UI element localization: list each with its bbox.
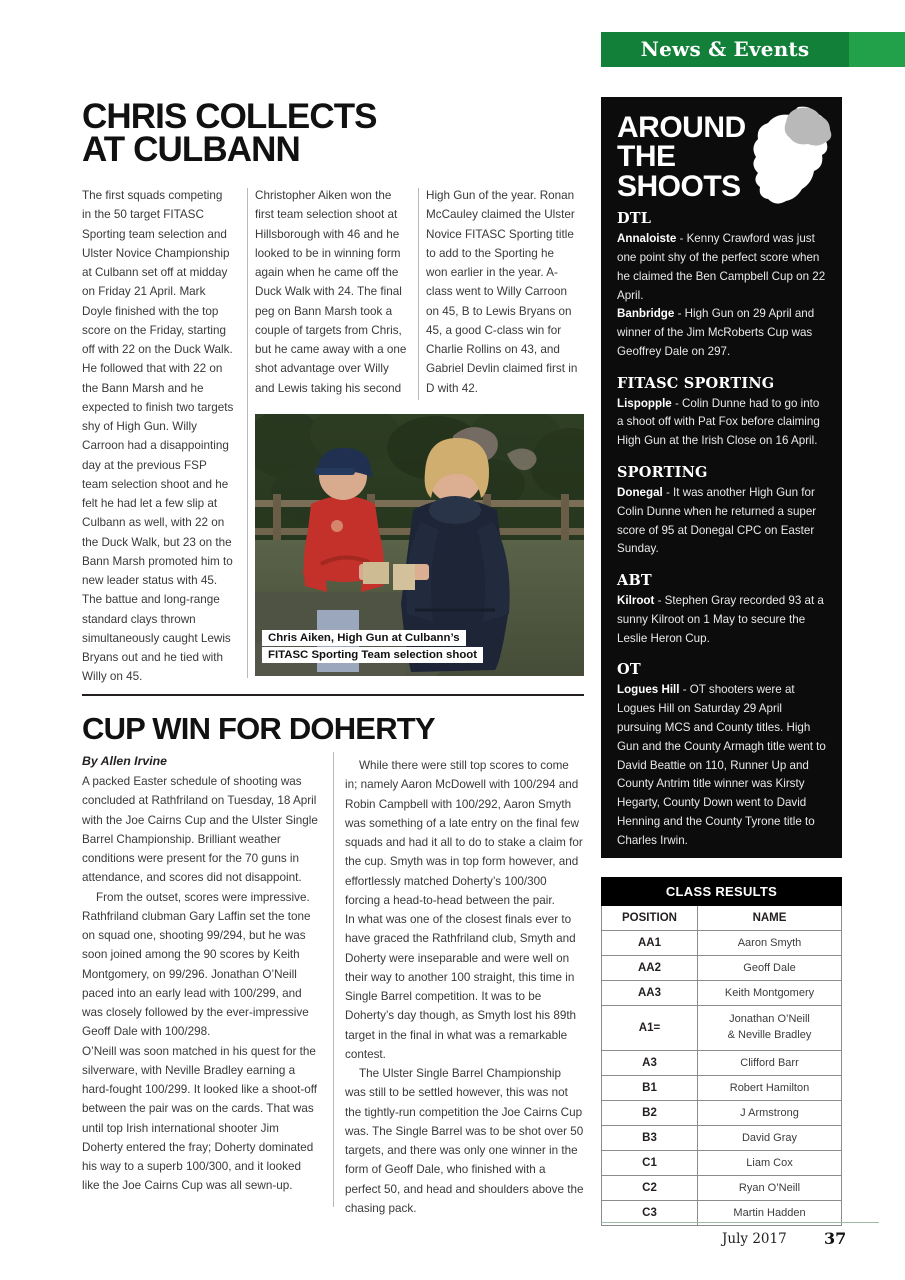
- shoot-entry-banbridge: [617, 305, 826, 361]
- footer-rule: [601, 1222, 879, 1223]
- footer-date: July 2017: [722, 1231, 787, 1247]
- article-two-column-2-paragraph-2: In what was one of the closest finals ever to have graced the Rathfriland club, Smyth and Doherty were inseparable and were well on their way to another 100 straight, this time in Single Barrel competition. It was to be Doherty’s day though, as Smyth lost his 89th target in the final in what was a remarkable contest.: [345, 913, 577, 1061]
- table-row: [602, 1050, 842, 1075]
- table-row: [602, 1075, 842, 1100]
- shoot-entry-text-banbridge: - High Gun on 29 April and winner of the Jim McRoberts Cup was Geoffrey Dale on 297.: [617, 307, 815, 358]
- shoot-entry-text-kilroot: - Stephen Gray recorded 93 at a sunny Kilroot on 1 May to secure the Leslie Heron Cup.: [617, 594, 824, 645]
- photo-caption: [262, 630, 483, 664]
- article-one-photo: [255, 414, 584, 676]
- article-one-column-2-text: Christopher Aiken won the first team selection shoot at Hillsborough with 46 and he looked to be in winning form again when he came off the Duck Walk with 24. The final peg on Bann Marsh took a couple of targets from Chris, but he came away with a one shot advantage over Willy and Lewis taking his second: [255, 189, 407, 395]
- table-row: [602, 931, 842, 956]
- shoot-entry-venue-banbridge: Banbridge: [617, 307, 675, 321]
- cell-position: C1: [602, 1150, 698, 1175]
- article-two-column-1-paragraph-2: From the outset, scores were impressive. Rathfriland clubman Gary Laffin set the tone on squad one, shooting 99/294, but he was soon joined among the 90 scores by Keith Montgomery, on 99/296. Jonathan O’Neill paced into an early lead with 100/299, and was closely followed by the ever-impressive Geoff Dale with 100/298.: [82, 890, 311, 1039]
- article-one-headline-line2: AT CULBANN: [82, 130, 300, 170]
- article-two-column-2: [345, 756, 584, 1218]
- cell-name: David Gray: [698, 1125, 842, 1150]
- shoot-category-heading-dtl: DTL: [617, 210, 652, 228]
- section-header-label: News & Events: [640, 37, 810, 61]
- around-the-shoots-sidebar: [601, 97, 842, 858]
- table-header-row: [602, 906, 842, 931]
- cell-name: Martin Hadden: [698, 1200, 842, 1225]
- article-one-column-3-text: High Gun of the year. Ronan McCauley claimed the Ulster Novice FITASC Sporting title to add to the Sporting he won earlier in the year. A-class went to Willy Carroon on 45, B to Lewis Bryans on 45, a good C-class win for Charlie Rollins on 43, and Gabriel Devlin claimed first in D with 42.: [426, 189, 578, 395]
- article-one-column-3: [426, 186, 578, 398]
- shoot-entry-venue-donegal: Donegal: [617, 485, 663, 499]
- cell-name: J Armstrong: [698, 1100, 842, 1125]
- table-row: [602, 956, 842, 981]
- column-divider-2: [418, 188, 419, 400]
- table-title-row: [602, 878, 842, 906]
- sidebar-title-line-1: AROUND: [617, 111, 746, 144]
- cell-position: AA2: [602, 956, 698, 981]
- cell-position: B3: [602, 1125, 698, 1150]
- article-two-column-1-paragraph-3: O’Neill was soon matched in his quest for the silverware, with Neville Bradley earning a hard-fought 100/299. It looked like a shoot-off between the pair was on the cards. That was until top Irish international shooter Jim Doherty entered the fray; Doherty dominated his way to a superb 100/300, and it looked like the Joe Cairns Cup was all sewn-up.: [82, 1044, 317, 1193]
- article-two-column-2-paragraph-3: The Ulster Single Barrel Championship was still to be settled however, this was not the tightly-run competition the Joe Cairns Cup was. The Single Barrel was to be shot over 50 targets, and there was only one winner in the form of Geoff Dale, who finished with a perfect 50, and head and shoulders above the chasing pack.: [345, 1067, 584, 1215]
- article-one-column-1: [82, 186, 234, 687]
- cell-position: C2: [602, 1175, 698, 1200]
- sidebar-title-line-2: THE: [617, 140, 676, 174]
- shoot-entry-text-annaloiste: - Kenny Crawford was just one point shy of the perfect score when he claimed the Ben Campbell Cup on 22 April.: [617, 232, 826, 302]
- column-header-position: POSITION: [602, 906, 698, 931]
- column-divider-3: [333, 752, 334, 1207]
- shoot-entry-lispopple: [617, 395, 826, 451]
- shoot-entry-venue-annaloiste: Annaloiste: [617, 232, 677, 246]
- cell-name: [698, 1006, 842, 1051]
- sidebar-title: [617, 113, 826, 201]
- article-divider-rule: [82, 694, 584, 696]
- column-header-name: NAME: [698, 906, 842, 931]
- shoot-entry-annaloiste: [617, 230, 826, 305]
- cell-name: Aaron Smyth: [698, 931, 842, 956]
- class-results-title: CLASS RESULTS: [602, 878, 842, 906]
- footer-page-number: 37: [824, 1229, 847, 1248]
- article-one-headline: [82, 97, 582, 170]
- photo-caption-line-2: FITASC Sporting Team selection shoot: [262, 647, 483, 663]
- cell-name-line-2: & Neville Bradley: [727, 1028, 812, 1041]
- shoot-category-heading-fitasc-sporting: FITASC SPORTING: [617, 374, 775, 392]
- column-divider-1: [247, 188, 248, 678]
- cell-position: B1: [602, 1075, 698, 1100]
- cell-name: Keith Montgomery: [698, 981, 842, 1006]
- shoot-category-heading-sporting: SPORTING: [617, 463, 708, 481]
- shoot-entry-logues-hill: [617, 681, 826, 850]
- shoot-entry-text-donegal: - It was another High Gun for Colin Dunne when he returned a super score of 95 at Donegal CPC on Easter Sunday.: [617, 485, 817, 556]
- shoot-entry-text-lispopple: - Colin Dunne had to go into a shoot off with Pat Fox before claiming High Gun at the Irish Close on 16 April.: [617, 396, 820, 448]
- article-two-column-1-paragraph-1: A packed Easter schedule of shooting was concluded at Rathfriland on Tuesday, 18 April with the Joe Cairns Cup and the Ulster Single Barrel Championship. Brilliant weather conditions were present for the 70 guns in attendance, and scores did not disappoint.: [82, 775, 318, 885]
- shoot-category-heading-abt: ABT: [617, 572, 652, 590]
- article-one-column-2: [255, 186, 407, 398]
- sidebar-title-line-3: SHOOTS: [617, 169, 741, 203]
- shoot-entry-kilroot: [617, 592, 826, 648]
- section-header-bar: [601, 32, 905, 67]
- cell-name: Ryan O’Neill: [698, 1175, 842, 1200]
- shoot-entry-text-logues-hill: - OT shooters were at Logues Hill on Saturday 29 April pursuing MCS and County titles. High Gun and the County Armagh title went to David Beattie on 110, Runner Up and County Antrim title winner was Kirsty Hegarty, County Down went to David Henning and the County Tyrone title to Charles Irwin.: [617, 683, 826, 847]
- table-row: [602, 1150, 842, 1175]
- cell-name-line-1: Jonathan O’Neill: [729, 1013, 810, 1025]
- cell-position: C3: [602, 1200, 698, 1225]
- class-results-table: [601, 877, 842, 1226]
- shoot-entry-venue-lispopple: Lispopple: [617, 396, 672, 410]
- table-row: [602, 1006, 842, 1051]
- cell-name: Geoff Dale: [698, 956, 842, 981]
- cell-position: AA3: [602, 981, 698, 1006]
- shoot-category-heading-ot: OT: [617, 661, 641, 679]
- cell-position: A1=: [602, 1006, 698, 1051]
- table-row: [602, 981, 842, 1006]
- cell-name: Clifford Barr: [698, 1050, 842, 1075]
- shoot-entry-donegal: [617, 484, 826, 559]
- cell-position: A3: [602, 1050, 698, 1075]
- article-two-headline: CUP WIN FOR DOHERTY: [82, 711, 435, 746]
- article-one-column-1-text: The first squads competing in the 50 target FITASC Sporting team selection and Ulster Novice Championship at Culbann set off at midday on Friday 21 April. Mark Doyle finished with the top score on the Friday, starting off with 22 on the Duck Walk. He followed that with 22 on the Bann Marsh and he expected to finish two targets shy of High Gun. Willy Carroon had a disappointing day at the previous FSP team selection shoot and he felt he had let a few slip at Culbann as well, with 22 on the Duck Walk, but 23 on the Bann Marsh promoted him to new leader status with 45. The battue and long-range standard clays thrown simultaneously caught Lewis Bryans out and he tied with Willy on 45.: [82, 189, 234, 684]
- article-one-headline-line1: CHRIS COLLECTS: [82, 97, 377, 136]
- photo-caption-line-1: Chris Aiken, High Gun at Culbann’s: [262, 630, 466, 646]
- article-two-column-1: [82, 772, 321, 1196]
- article-two-column-2-paragraph-1: While there were still top scores to come in; namely Aaron McDowell with 100/294 and Robin Campbell with 100/292, Aaron Smyth was something of a late entry on the final few squads and had it all to do to stake a claim for the cup. Smyth was in top form however, and effortlessly matched Doherty’s 100/300 forcing a head-to-head between the pair.: [345, 759, 583, 907]
- cell-name: Robert Hamilton: [698, 1075, 842, 1100]
- table-row: [602, 1100, 842, 1125]
- table-row: [602, 1125, 842, 1150]
- shoot-entry-venue-logues-hill: Logues Hill: [617, 683, 680, 697]
- cell-position: B2: [602, 1100, 698, 1125]
- shoot-entry-venue-kilroot: Kilroot: [617, 594, 655, 608]
- cell-position: AA1: [602, 931, 698, 956]
- cell-name: Liam Cox: [698, 1150, 842, 1175]
- article-two-byline: By Allen Irvine: [82, 754, 167, 768]
- table-row: [602, 1175, 842, 1200]
